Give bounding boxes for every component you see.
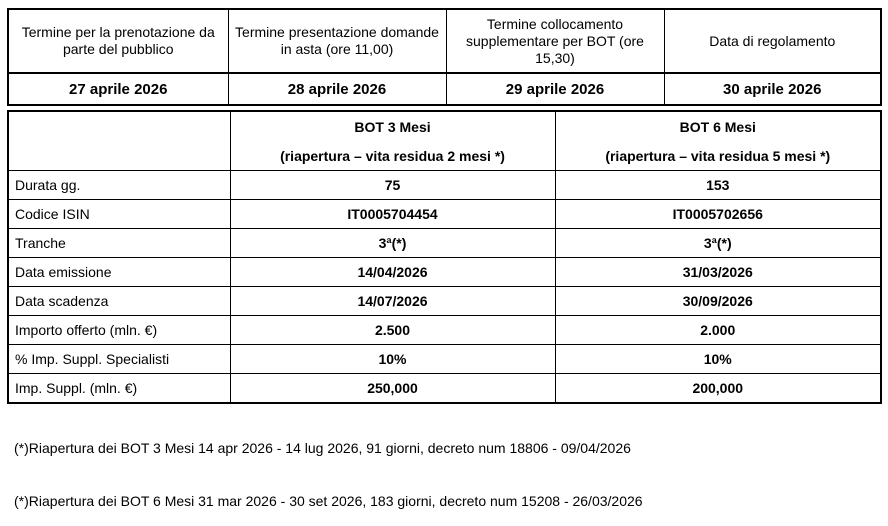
header-settlement-date: Data di regolamento [664,9,881,73]
header-auction-deadline: Termine presentazione domande in asta (ore 11,00) [228,9,446,73]
header-booking-deadline: Termine per la prenotazione da parte del pubblico [8,9,228,73]
bot6-value: 31/03/2026 [555,258,881,287]
bot3-value: 14/07/2026 [230,287,555,316]
bot3-value: 75 [230,171,555,200]
bot6-value: 30/09/2026 [555,287,881,316]
schedule-dates-row [8,73,881,105]
bot6-value: 200,000 [555,374,881,404]
bot6-title: BOT 6 Mesi [555,111,881,141]
schedule-table [7,8,882,106]
table-row [8,316,881,345]
row-label: Imp. Suppl. (mln. €) [8,374,230,404]
bot6-value: 3ª(*) [555,229,881,258]
row-label: Importo offerto (mln. €) [8,316,230,345]
row-label: Data scadenza [8,287,230,316]
table-row [8,345,881,374]
row-label: Tranche [8,229,230,258]
table-row [8,200,881,229]
bot6-value: IT0005702656 [555,200,881,229]
bot3-value: IT0005704454 [230,200,555,229]
row-label: Data emissione [8,258,230,287]
bot6-value: 2.000 [555,316,881,345]
table-row [8,171,881,200]
header-supplementary-deadline: Termine collocamento supplementare per BOT (ore 15,30) [446,9,664,73]
bot-details-table [7,110,882,404]
row-label: % Imp. Suppl. Specialisti [8,345,230,374]
bot3-value: 10% [230,345,555,374]
schedule-header-row [8,9,881,73]
footnote-bot3: (*)Riapertura dei BOT 3 Mesi 14 apr 2026 - 14 lug 2026, 91 giorni, decreto num 18806 - 09/04/2026 [14,440,631,456]
bot3-title: BOT 3 Mesi [230,111,555,141]
footnote-bot6: (*)Riapertura dei BOT 6 Mesi 31 mar 2026 - 30 set 2026, 183 giorni, decreto num 15208 - 26/03/2026 [14,493,643,509]
row-label: Codice ISIN [8,200,230,229]
row-label: Durata gg. [8,171,230,200]
date-booking: 27 aprile 2026 [8,73,228,105]
bot3-subtitle: (riapertura – vita residua 2 mesi *) [230,141,555,171]
bot3-value: 250,000 [230,374,555,404]
bot-title-row [8,111,881,141]
table-row [8,258,881,287]
empty-corner-cell [8,111,230,171]
bot3-value: 14/04/2026 [230,258,555,287]
table-row [8,374,881,404]
bot6-value: 10% [555,345,881,374]
date-settlement: 30 aprile 2026 [664,73,881,105]
date-supplementary: 29 aprile 2026 [446,73,664,105]
bot3-value: 2.500 [230,316,555,345]
bot6-value: 153 [555,171,881,200]
bot6-subtitle: (riapertura – vita residua 5 mesi *) [555,141,881,171]
table-row [8,229,881,258]
bot3-value: 3ª(*) [230,229,555,258]
table-row [8,287,881,316]
date-auction: 28 aprile 2026 [228,73,446,105]
